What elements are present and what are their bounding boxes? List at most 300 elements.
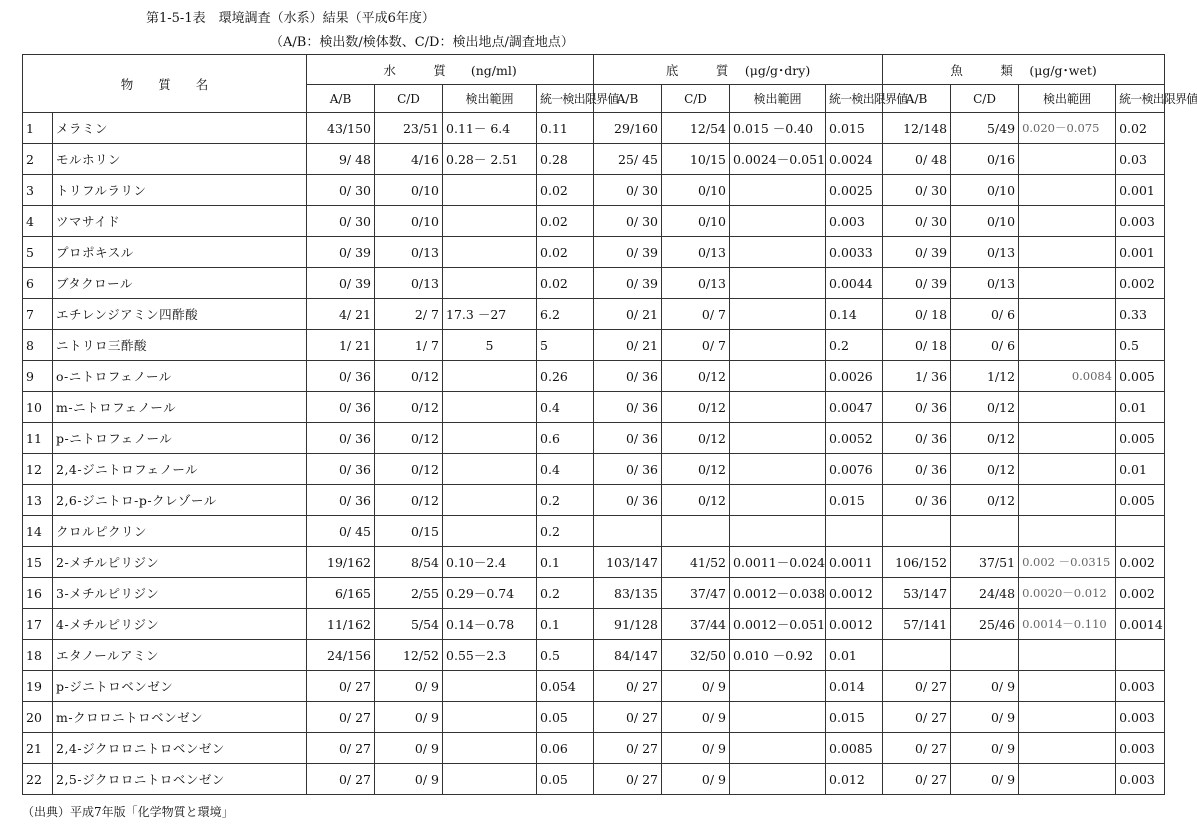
sediment-range-cell (730, 392, 826, 423)
water-ab-cell: 11/162 (307, 609, 375, 640)
table-row (23, 609, 1165, 640)
water-range-cell (443, 423, 537, 454)
table-title: 第1-5-1表 環境調査（水系）結果（平成6年度） (146, 11, 435, 26)
fish-cd-cell: 0/12 (951, 392, 1019, 423)
water-ab-cell: 0/ 30 (307, 206, 375, 237)
substance-name: m-ニトロフェノール (53, 392, 307, 423)
fish-range-cell (1019, 640, 1116, 671)
sediment-range-cell (730, 671, 826, 702)
water-ab-cell: 0/ 27 (307, 671, 375, 702)
sediment-limit-cell: 0.015 (826, 113, 883, 144)
sediment-limit-cell: 0.0011 (826, 547, 883, 578)
fish-limit-cell: 0.002 (1116, 578, 1165, 609)
results-table (22, 54, 1197, 795)
fish-cd-cell: 0/13 (951, 268, 1019, 299)
water-ab-cell: 0/ 27 (307, 702, 375, 733)
substance-name: モルホリン (53, 144, 307, 175)
water-range-cell: 5 (443, 330, 537, 361)
fish-limit-cell: 0.001 (1116, 175, 1165, 206)
sediment-ab-header: A/B (594, 85, 662, 113)
fish-range-cell: 0.020－0.075 (1019, 113, 1116, 144)
water-ab-header: A/B (307, 85, 375, 113)
row-number: 8 (23, 330, 53, 361)
sediment-range-cell: 0.0024－0.051 (730, 144, 826, 175)
sediment-limit-cell: 0.014 (826, 671, 883, 702)
sediment-ab-cell: 0/ 21 (594, 299, 662, 330)
fish-ab-cell (883, 640, 951, 671)
water-ab-cell: 24/156 (307, 640, 375, 671)
fish-limit-cell: 0.03 (1116, 144, 1165, 175)
sediment-range-header: 検出範囲 (730, 85, 826, 113)
fish-cd-cell: 0/ 9 (951, 733, 1019, 764)
sediment-cd-cell: 0/12 (662, 485, 730, 516)
table-row (23, 702, 1165, 733)
sediment-limit-cell: 0.015 (826, 485, 883, 516)
fish-range-cell (1019, 671, 1116, 702)
fish-range-cell: 0.0084 (1019, 361, 1116, 392)
sediment-range-cell (730, 206, 826, 237)
water-limit-cell: 0.05 (537, 764, 594, 795)
water-range-cell (443, 671, 537, 702)
sediment-limit-cell: 0.003 (826, 206, 883, 237)
fish-cd-cell: 0/12 (951, 423, 1019, 454)
row-number: 17 (23, 609, 53, 640)
water-limit-cell: 0.1 (537, 609, 594, 640)
sediment-range-cell: 0.0012－0.051 (730, 609, 826, 640)
water-ab-cell: 0/ 36 (307, 361, 375, 392)
table-row (23, 299, 1165, 330)
water-limit-cell: 0.02 (537, 237, 594, 268)
fish-cd-cell: 0/ 9 (951, 764, 1019, 795)
fish-range-cell (1019, 764, 1116, 795)
row-number: 22 (23, 764, 53, 795)
fish-range-cell (1019, 299, 1116, 330)
water-limit-cell: 0.2 (537, 516, 594, 547)
water-ab-cell: 1/ 21 (307, 330, 375, 361)
fish-range-cell: 0.0020－0.012 (1019, 578, 1116, 609)
table-row (23, 361, 1165, 392)
fish-ab-cell: 0/ 27 (883, 764, 951, 795)
table-row (23, 206, 1165, 237)
water-range-cell: 0.55－2.3 (443, 640, 537, 671)
table-row (23, 237, 1165, 268)
header-row-groups (23, 55, 1165, 85)
row-number: 7 (23, 299, 53, 330)
water-range-cell (443, 361, 537, 392)
sediment-range-cell (730, 330, 826, 361)
fish-limit-cell: 0.005 (1116, 485, 1165, 516)
water-cd-cell: 0/ 9 (375, 764, 443, 795)
sediment-limit-cell: 0.0047 (826, 392, 883, 423)
fish-ab-cell: 0/ 36 (883, 423, 951, 454)
sediment-ab-cell: 0/ 21 (594, 330, 662, 361)
water-range-cell: 0.29－0.74 (443, 578, 537, 609)
fish-ab-cell: 12/148 (883, 113, 951, 144)
fish-limit-cell: 0.33 (1116, 299, 1165, 330)
water-cd-cell: 0/10 (375, 206, 443, 237)
fish-limit-cell: 0.002 (1116, 547, 1165, 578)
table-row (23, 392, 1165, 423)
table-row (23, 423, 1165, 454)
water-limit-cell: 0.054 (537, 671, 594, 702)
sediment-cd-cell: 0/10 (662, 206, 730, 237)
table-row (23, 268, 1165, 299)
water-cd-cell: 0/ 9 (375, 671, 443, 702)
fish-range-cell: 0.002 －0.0315 (1019, 547, 1116, 578)
water-limit-cell: 0.05 (537, 702, 594, 733)
fish-range-cell (1019, 702, 1116, 733)
row-number: 11 (23, 423, 53, 454)
fish-cd-header: C/D (951, 85, 1019, 113)
water-ab-cell: 0/ 30 (307, 175, 375, 206)
sediment-ab-cell: 84/147 (594, 640, 662, 671)
sediment-cd-cell: 0/13 (662, 268, 730, 299)
sediment-range-cell (730, 702, 826, 733)
water-range-cell (443, 485, 537, 516)
fish-cd-cell: 25/46 (951, 609, 1019, 640)
fish-cd-cell: 0/12 (951, 485, 1019, 516)
sediment-limit-cell: 0.012 (826, 764, 883, 795)
sediment-cd-cell (662, 516, 730, 547)
sediment-cd-cell: 37/44 (662, 609, 730, 640)
table-row (23, 640, 1165, 671)
water-range-cell (443, 175, 537, 206)
substance-name: 2-メチルピリジン (53, 547, 307, 578)
sediment-ab-cell: 0/ 36 (594, 361, 662, 392)
sediment-range-cell (730, 764, 826, 795)
fish-limit-cell: 0.003 (1116, 702, 1165, 733)
fish-limit-cell: 0.002 (1116, 268, 1165, 299)
water-ab-cell: 6/165 (307, 578, 375, 609)
fish-range-cell (1019, 330, 1116, 361)
water-limit-cell: 0.28 (537, 144, 594, 175)
sediment-cd-cell: 0/ 7 (662, 330, 730, 361)
water-range-cell (443, 764, 537, 795)
sediment-ab-cell: 0/ 36 (594, 392, 662, 423)
row-number: 6 (23, 268, 53, 299)
sediment-group-header: 底 質 (μg/g･dry) (594, 55, 883, 85)
sediment-range-cell (730, 268, 826, 299)
water-group-header: 水 質 (ng/ml) (307, 55, 594, 85)
fish-ab-cell: 1/ 36 (883, 361, 951, 392)
sediment-range-cell: 0.0012－0.038 (730, 578, 826, 609)
substance-name: p-ニトロフェノール (53, 423, 307, 454)
fish-cd-cell (951, 640, 1019, 671)
water-ab-cell: 0/ 36 (307, 392, 375, 423)
sediment-ab-cell: 91/128 (594, 609, 662, 640)
sediment-range-cell (730, 733, 826, 764)
water-ab-cell: 0/ 36 (307, 454, 375, 485)
table-row (23, 485, 1165, 516)
sediment-limit-cell: 0.0026 (826, 361, 883, 392)
sediment-ab-cell (594, 516, 662, 547)
sediment-range-cell (730, 361, 826, 392)
substance-name: 2,4-ジクロロニトロベンゼン (53, 733, 307, 764)
fish-limit-cell: 0.5 (1116, 330, 1165, 361)
row-number: 21 (23, 733, 53, 764)
sediment-limit-cell: 0.2 (826, 330, 883, 361)
sediment-ab-cell: 0/ 39 (594, 237, 662, 268)
fish-ab-cell: 0/ 27 (883, 671, 951, 702)
fish-limit-cell: 0.003 (1116, 671, 1165, 702)
sediment-ab-cell: 29/160 (594, 113, 662, 144)
water-cd-cell: 4/16 (375, 144, 443, 175)
table-row (23, 671, 1165, 702)
fish-cd-cell: 0/ 6 (951, 299, 1019, 330)
table-row (23, 330, 1165, 361)
water-cd-cell: 2/ 7 (375, 299, 443, 330)
table-row (23, 578, 1165, 609)
row-number: 10 (23, 392, 53, 423)
sediment-limit-cell: 0.0085 (826, 733, 883, 764)
water-cd-cell: 12/52 (375, 640, 443, 671)
sediment-ab-cell: 0/ 36 (594, 454, 662, 485)
sediment-ab-cell: 25/ 45 (594, 144, 662, 175)
substance-name: m-クロロニトロベンゼン (53, 702, 307, 733)
water-cd-cell: 0/ 9 (375, 702, 443, 733)
sediment-ab-cell: 0/ 36 (594, 485, 662, 516)
water-limit-cell: 0.11 (537, 113, 594, 144)
fish-cd-cell: 0/ 6 (951, 330, 1019, 361)
water-limit-header: 統一検出限界値 (537, 85, 594, 113)
sediment-range-cell: 0.0011－0.024 (730, 547, 826, 578)
sediment-limit-cell: 0.0024 (826, 144, 883, 175)
water-cd-cell: 2/55 (375, 578, 443, 609)
fish-ab-cell: 0/ 39 (883, 237, 951, 268)
row-number: 13 (23, 485, 53, 516)
sediment-limit-cell: 0.14 (826, 299, 883, 330)
sediment-ab-cell: 0/ 30 (594, 206, 662, 237)
fish-ab-cell: 53/147 (883, 578, 951, 609)
fish-range-cell (1019, 454, 1116, 485)
water-limit-cell: 0.06 (537, 733, 594, 764)
fish-cd-cell (951, 516, 1019, 547)
fish-limit-cell: 0.02 (1116, 113, 1165, 144)
water-ab-cell: 43/150 (307, 113, 375, 144)
water-limit-cell: 0.1 (537, 547, 594, 578)
substance-name: 2,5-ジクロロニトロベンゼン (53, 764, 307, 795)
water-cd-cell: 0/ 9 (375, 733, 443, 764)
substance-name: 2,4-ジニトロフェノール (53, 454, 307, 485)
fish-range-cell (1019, 485, 1116, 516)
substance-name: ツマサイド (53, 206, 307, 237)
water-ab-cell: 0/ 36 (307, 423, 375, 454)
water-cd-cell: 0/12 (375, 392, 443, 423)
substance-name: 3-メチルピリジン (53, 578, 307, 609)
water-cd-cell: 0/13 (375, 237, 443, 268)
water-ab-cell: 4/ 21 (307, 299, 375, 330)
water-range-cell (443, 268, 537, 299)
row-number: 2 (23, 144, 53, 175)
water-cd-cell: 23/51 (375, 113, 443, 144)
row-number: 9 (23, 361, 53, 392)
water-ab-cell: 19/162 (307, 547, 375, 578)
substance-name: 4-メチルピリジン (53, 609, 307, 640)
water-limit-cell: 0.26 (537, 361, 594, 392)
sediment-ab-cell: 0/ 36 (594, 423, 662, 454)
sediment-ab-cell: 103/147 (594, 547, 662, 578)
water-range-cell (443, 392, 537, 423)
sediment-cd-cell: 12/54 (662, 113, 730, 144)
fish-ab-cell: 0/ 18 (883, 299, 951, 330)
fish-limit-cell: 0.0014 (1116, 609, 1165, 640)
water-cd-cell: 8/54 (375, 547, 443, 578)
sediment-ab-cell: 0/ 27 (594, 702, 662, 733)
water-range-cell (443, 206, 537, 237)
water-limit-cell: 0.02 (537, 175, 594, 206)
sediment-cd-cell: 0/12 (662, 454, 730, 485)
table-row (23, 454, 1165, 485)
fish-cd-cell: 24/48 (951, 578, 1019, 609)
water-cd-header: C/D (375, 85, 443, 113)
water-cd-cell: 0/10 (375, 175, 443, 206)
substance-name: クロルピクリン (53, 516, 307, 547)
fish-limit-cell: 0.003 (1116, 733, 1165, 764)
sediment-range-cell: 0.015 －0.40 (730, 113, 826, 144)
fish-limit-cell: 0.01 (1116, 454, 1165, 485)
sediment-cd-cell: 37/47 (662, 578, 730, 609)
sediment-ab-cell: 0/ 39 (594, 268, 662, 299)
water-cd-cell: 0/12 (375, 454, 443, 485)
fish-cd-cell: 5/49 (951, 113, 1019, 144)
sediment-cd-cell: 0/10 (662, 175, 730, 206)
water-limit-cell: 0.6 (537, 423, 594, 454)
sediment-range-cell (730, 299, 826, 330)
table-row (23, 113, 1165, 144)
sediment-cd-cell: 0/12 (662, 392, 730, 423)
substance-name: p-ジニトロベンゼン (53, 671, 307, 702)
water-ab-cell: 0/ 45 (307, 516, 375, 547)
fish-cd-cell: 0/10 (951, 206, 1019, 237)
water-cd-cell: 1/ 7 (375, 330, 443, 361)
table-row (23, 547, 1165, 578)
sediment-limit-cell: 0.0033 (826, 237, 883, 268)
fish-range-cell (1019, 144, 1116, 175)
fish-range-cell (1019, 423, 1116, 454)
sediment-range-cell (730, 423, 826, 454)
substance-name: ニトリロ三酢酸 (53, 330, 307, 361)
sediment-cd-cell: 41/52 (662, 547, 730, 578)
water-range-cell: 17.3 －27 (443, 299, 537, 330)
fish-group-header: 魚 類 (μg/g･wet) (883, 55, 1165, 85)
fish-limit-cell: 0.001 (1116, 237, 1165, 268)
water-limit-cell: 0.2 (537, 485, 594, 516)
substance-name: エチレンジアミン四酢酸 (53, 299, 307, 330)
fish-ab-cell: 0/ 27 (883, 733, 951, 764)
sediment-cd-cell: 0/ 9 (662, 671, 730, 702)
fish-cd-cell: 1/12 (951, 361, 1019, 392)
table-row (23, 175, 1165, 206)
sediment-limit-cell: 0.0052 (826, 423, 883, 454)
sediment-limit-cell: 0.015 (826, 702, 883, 733)
fish-ab-cell: 0/ 30 (883, 206, 951, 237)
fish-cd-cell: 0/16 (951, 144, 1019, 175)
fish-ab-cell: 0/ 36 (883, 392, 951, 423)
water-ab-cell: 0/ 27 (307, 764, 375, 795)
water-cd-cell: 0/12 (375, 423, 443, 454)
row-number: 15 (23, 547, 53, 578)
sediment-limit-cell: 0.0044 (826, 268, 883, 299)
table-row (23, 516, 1165, 547)
sediment-limit-cell (826, 516, 883, 547)
water-range-cell: 0.28－ 2.51 (443, 144, 537, 175)
fish-limit-cell: 0.005 (1116, 423, 1165, 454)
fish-range-cell (1019, 237, 1116, 268)
fish-ab-cell: 0/ 39 (883, 268, 951, 299)
water-cd-cell: 0/12 (375, 361, 443, 392)
substance-name: トリフルラリン (53, 175, 307, 206)
sediment-limit-cell: 0.0025 (826, 175, 883, 206)
sediment-cd-header: C/D (662, 85, 730, 113)
fish-ab-cell: 0/ 30 (883, 175, 951, 206)
row-number: 3 (23, 175, 53, 206)
table-row (23, 764, 1165, 795)
fish-limit-cell: 0.003 (1116, 206, 1165, 237)
water-range-cell (443, 702, 537, 733)
sediment-range-cell (730, 237, 826, 268)
water-cd-cell: 0/15 (375, 516, 443, 547)
water-range-cell: 0.11－ 6.4 (443, 113, 537, 144)
water-cd-cell: 0/12 (375, 485, 443, 516)
sediment-ab-cell: 0/ 27 (594, 764, 662, 795)
fish-cd-cell: 0/13 (951, 237, 1019, 268)
fish-ab-cell: 0/ 36 (883, 485, 951, 516)
fish-limit-cell: 0.003 (1116, 764, 1165, 795)
water-ab-cell: 0/ 39 (307, 237, 375, 268)
water-range-cell (443, 733, 537, 764)
sediment-ab-cell: 0/ 27 (594, 733, 662, 764)
sediment-cd-cell: 10/15 (662, 144, 730, 175)
substance-name: メラミン (53, 113, 307, 144)
fish-ab-cell: 0/ 36 (883, 454, 951, 485)
sediment-range-cell (730, 485, 826, 516)
water-limit-cell: 5 (537, 330, 594, 361)
source-note: （出典）平成7年版「化学物質と環境」 (22, 805, 234, 819)
water-limit-cell: 0.4 (537, 392, 594, 423)
fish-ab-cell (883, 516, 951, 547)
sediment-cd-cell: 0/ 9 (662, 702, 730, 733)
row-number: 14 (23, 516, 53, 547)
row-number: 4 (23, 206, 53, 237)
table-subtitle: （A/B：検出数/検体数、C/D：検出地点/調査地点） (270, 35, 574, 50)
fish-ab-cell: 57/141 (883, 609, 951, 640)
fish-range-cell (1019, 268, 1116, 299)
sediment-range-cell (730, 175, 826, 206)
water-ab-cell: 0/ 39 (307, 268, 375, 299)
fish-cd-cell: 37/51 (951, 547, 1019, 578)
sediment-cd-cell: 0/13 (662, 237, 730, 268)
water-range-cell (443, 237, 537, 268)
sediment-ab-cell: 83/135 (594, 578, 662, 609)
water-range-cell (443, 454, 537, 485)
fish-range-cell (1019, 392, 1116, 423)
fish-range-cell (1019, 733, 1116, 764)
sediment-limit-cell: 0.0012 (826, 578, 883, 609)
water-ab-cell: 0/ 27 (307, 733, 375, 764)
fish-limit-cell: 0.005 (1116, 361, 1165, 392)
substance-name: 2,6-ジニトロ-p-クレゾール (53, 485, 307, 516)
row-number: 12 (23, 454, 53, 485)
sediment-limit-cell: 0.0076 (826, 454, 883, 485)
fish-range-cell (1019, 206, 1116, 237)
fish-range-cell: 0.0014－0.110 (1019, 609, 1116, 640)
sediment-limit-header: 統一検出限界値 (826, 85, 883, 113)
water-range-cell: 0.14－0.78 (443, 609, 537, 640)
substance-name: o-ニトロフェノール (53, 361, 307, 392)
row-number: 18 (23, 640, 53, 671)
substance-name: プロポキスル (53, 237, 307, 268)
fish-ab-cell: 106/152 (883, 547, 951, 578)
